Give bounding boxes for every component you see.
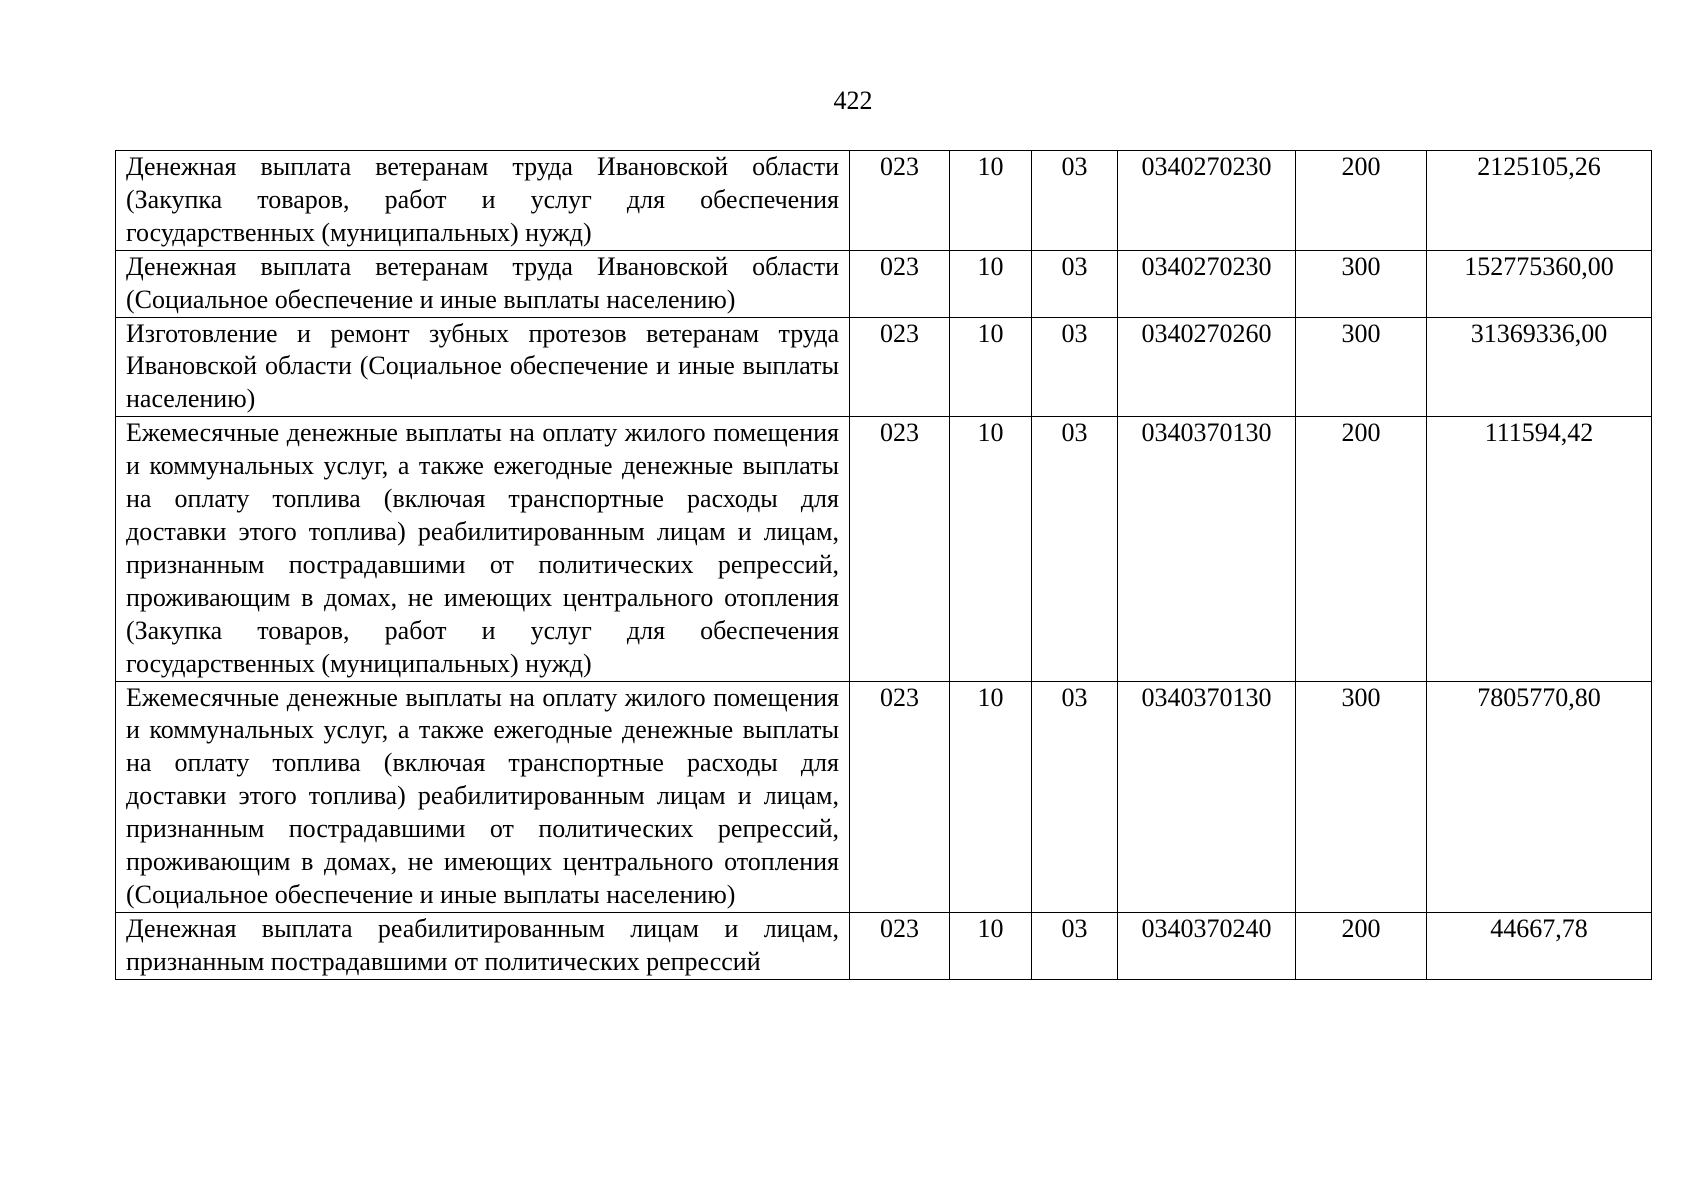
section-code: 10 — [950, 317, 1032, 417]
expense-description: Ежемесячные денежные выплаты на оплату жилого помещения и коммунальных услуг, а также ежегодные денежные выплаты на оплату топлива (включая транспортные расходы для доставки этого топлива) реабилитированным лицам и лицам, признанным пострадавшими от политических репрессий, проживающим в домах, не имеющих центрального отопления (Закупка товаров, работ и услуг для обеспечения государственных (муниципальных) нужд) — [116, 417, 850, 681]
ministry-code: 023 — [850, 417, 950, 681]
subsection-code: 03 — [1032, 151, 1118, 251]
ministry-code: 023 — [850, 912, 950, 979]
amount: 111594,42 — [1427, 417, 1652, 681]
expense-type-code: 300 — [1296, 317, 1427, 417]
table-row — [116, 681, 1652, 912]
expense-type-code: 300 — [1296, 250, 1427, 317]
subsection-code: 03 — [1032, 317, 1118, 417]
table-row — [116, 250, 1652, 317]
amount: 152775360,00 — [1427, 250, 1652, 317]
amount: 7805770,80 — [1427, 681, 1652, 912]
target-article-code: 0340370130 — [1118, 417, 1296, 681]
subsection-code: 03 — [1032, 681, 1118, 912]
expense-description: Денежная выплата ветеранам труда Ивановской области (Закупка товаров, работ и услуг для обеспечения государственных (муниципальных) нужд) — [116, 151, 850, 251]
target-article-code: 0340370240 — [1118, 912, 1296, 979]
target-article-code: 0340270230 — [1118, 250, 1296, 317]
page-number: 422 — [833, 86, 873, 115]
section-code: 10 — [950, 151, 1032, 251]
table-row — [116, 912, 1652, 979]
expense-type-code: 300 — [1296, 681, 1427, 912]
expense-type-code: 200 — [1296, 151, 1427, 251]
amount: 2125105,26 — [1427, 151, 1652, 251]
table-row — [116, 317, 1652, 417]
section-code: 10 — [950, 417, 1032, 681]
subsection-code: 03 — [1032, 912, 1118, 979]
target-article-code: 0340270230 — [1118, 151, 1296, 251]
table-row — [116, 151, 1652, 251]
section-code: 10 — [950, 250, 1032, 317]
subsection-code: 03 — [1032, 417, 1118, 681]
budget-table — [115, 150, 1652, 980]
target-article-code: 0340370130 — [1118, 681, 1296, 912]
amount: 44667,78 — [1427, 912, 1652, 979]
ministry-code: 023 — [850, 151, 950, 251]
expense-type-code: 200 — [1296, 912, 1427, 979]
ministry-code: 023 — [850, 250, 950, 317]
subsection-code: 03 — [1032, 250, 1118, 317]
expense-type-code: 200 — [1296, 417, 1427, 681]
target-article-code: 0340270260 — [1118, 317, 1296, 417]
expense-description: Изготовление и ремонт зубных протезов ветеранам труда Ивановской области (Социальное обеспечение и иные выплаты населению) — [116, 317, 850, 417]
amount: 31369336,00 — [1427, 317, 1652, 417]
expense-description: Ежемесячные денежные выплаты на оплату жилого помещения и коммунальных услуг, а также ежегодные денежные выплаты на оплату топлива (включая транспортные расходы для доставки этого топлива) реабилитированным лицам и лицам, признанным пострадавшими от политических репрессий, проживающим в домах, не имеющих центрального отопления (Социальное обеспечение и иные выплаты населению) — [116, 681, 850, 912]
expense-description: Денежная выплата реабилитированным лицам и лицам, признанным пострадавшими от политических репрессий — [116, 912, 850, 979]
table-row — [116, 417, 1652, 681]
section-code: 10 — [950, 681, 1032, 912]
section-code: 10 — [950, 912, 1032, 979]
expense-description: Денежная выплата ветеранам труда Ивановской области (Социальное обеспечение и иные выплаты населению) — [116, 250, 850, 317]
ministry-code: 023 — [850, 317, 950, 417]
ministry-code: 023 — [850, 681, 950, 912]
